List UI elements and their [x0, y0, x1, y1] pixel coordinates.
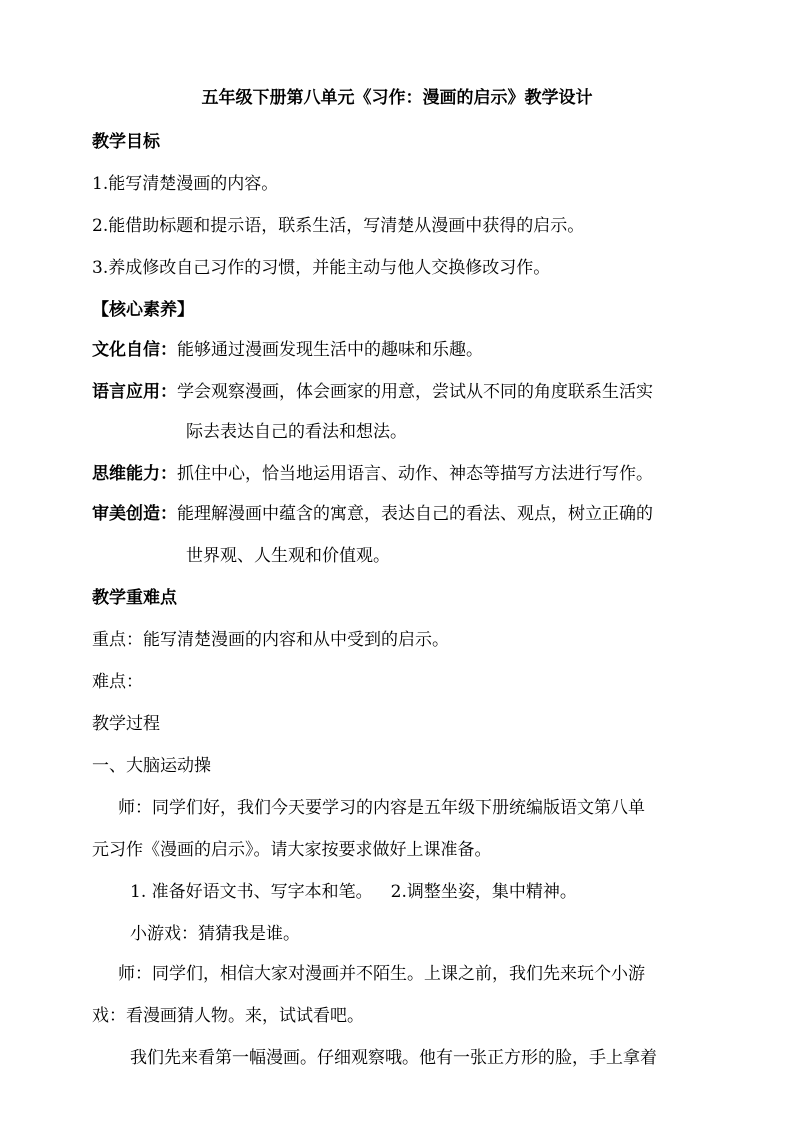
literacy-text: 能理解漫画中蕴含的寓意，表达自己的看法、观点，树立正确的 [177, 504, 653, 524]
literacy-text: 能够通过漫画发现生活中的趣味和乐趣。 [177, 340, 483, 360]
prep-item: 1. 准备好语文书、写字本和笔。 [130, 882, 373, 902]
paragraph-line: 师：同学们好，我们今天要学习的内容是五年级下册统编版语文第八单 [118, 798, 645, 818]
key-points-heading: 教学重难点 [92, 588, 177, 608]
paragraph-line: 我们先来看第一幅漫画。仔细观察哦。他有一张正方形的脸，手上拿着 [130, 1048, 657, 1068]
section-heading: 一、大脑运动操 [92, 756, 211, 776]
objective-item-1: 1.能写清楚漫画的内容。 [92, 174, 279, 194]
literacy-heading: 【核心素养】 [92, 300, 194, 320]
prep-item: 2.调整坐姿，集中精神。 [390, 882, 577, 902]
objectives-heading: 教学目标 [92, 132, 160, 152]
literacy-item-culture [92, 338, 483, 362]
literacy-text: 学会观察漫画，体会画家的用意，尝试从不同的角度联系生活实 [177, 382, 653, 402]
process-heading: 教学过程 [92, 714, 160, 734]
objective-item-3: 3.养成修改自己习作的习惯，并能主动与他人交换修改习作。 [92, 258, 551, 278]
literacy-label: 文化自信： [92, 340, 177, 360]
literacy-text-continued: 际去表达自己的看法和想法。 [186, 422, 407, 442]
literacy-label: 语言应用： [92, 382, 177, 402]
difficult-point: 难点： [92, 672, 143, 692]
literacy-text-continued: 世界观、人生观和价值观。 [186, 546, 390, 566]
literacy-item-thinking [92, 462, 653, 486]
literacy-label: 审美创造： [92, 504, 177, 524]
prep-items [130, 880, 577, 904]
literacy-text: 抓住中心，恰当地运用语言、动作、神态等描写方法进行写作。 [177, 464, 653, 484]
objective-item-2: 2.能借助标题和提示语，联系生活，写清楚从漫画中获得的启示。 [92, 216, 585, 236]
game-title: 小游戏：猜猜我是谁。 [130, 924, 300, 944]
literacy-item-aesthetic [92, 502, 653, 526]
key-point: 重点：能写清楚漫画的内容和从中受到的启示。 [92, 630, 449, 650]
literacy-label: 思维能力： [92, 464, 177, 484]
literacy-item-language [92, 380, 653, 404]
paragraph-line: 师：同学们，相信大家对漫画并不陌生。上课之前，我们先来玩个小游 [118, 964, 645, 984]
paragraph-line: 戏：看漫画猜人物。来，试试看吧。 [92, 1006, 364, 1026]
paragraph-line: 元习作《漫画的启示》。请大家按要求做好上课准备。 [92, 840, 492, 860]
document-title: 五年级下册第八单元《习作：漫画的启示》教学设计 [201, 88, 593, 108]
